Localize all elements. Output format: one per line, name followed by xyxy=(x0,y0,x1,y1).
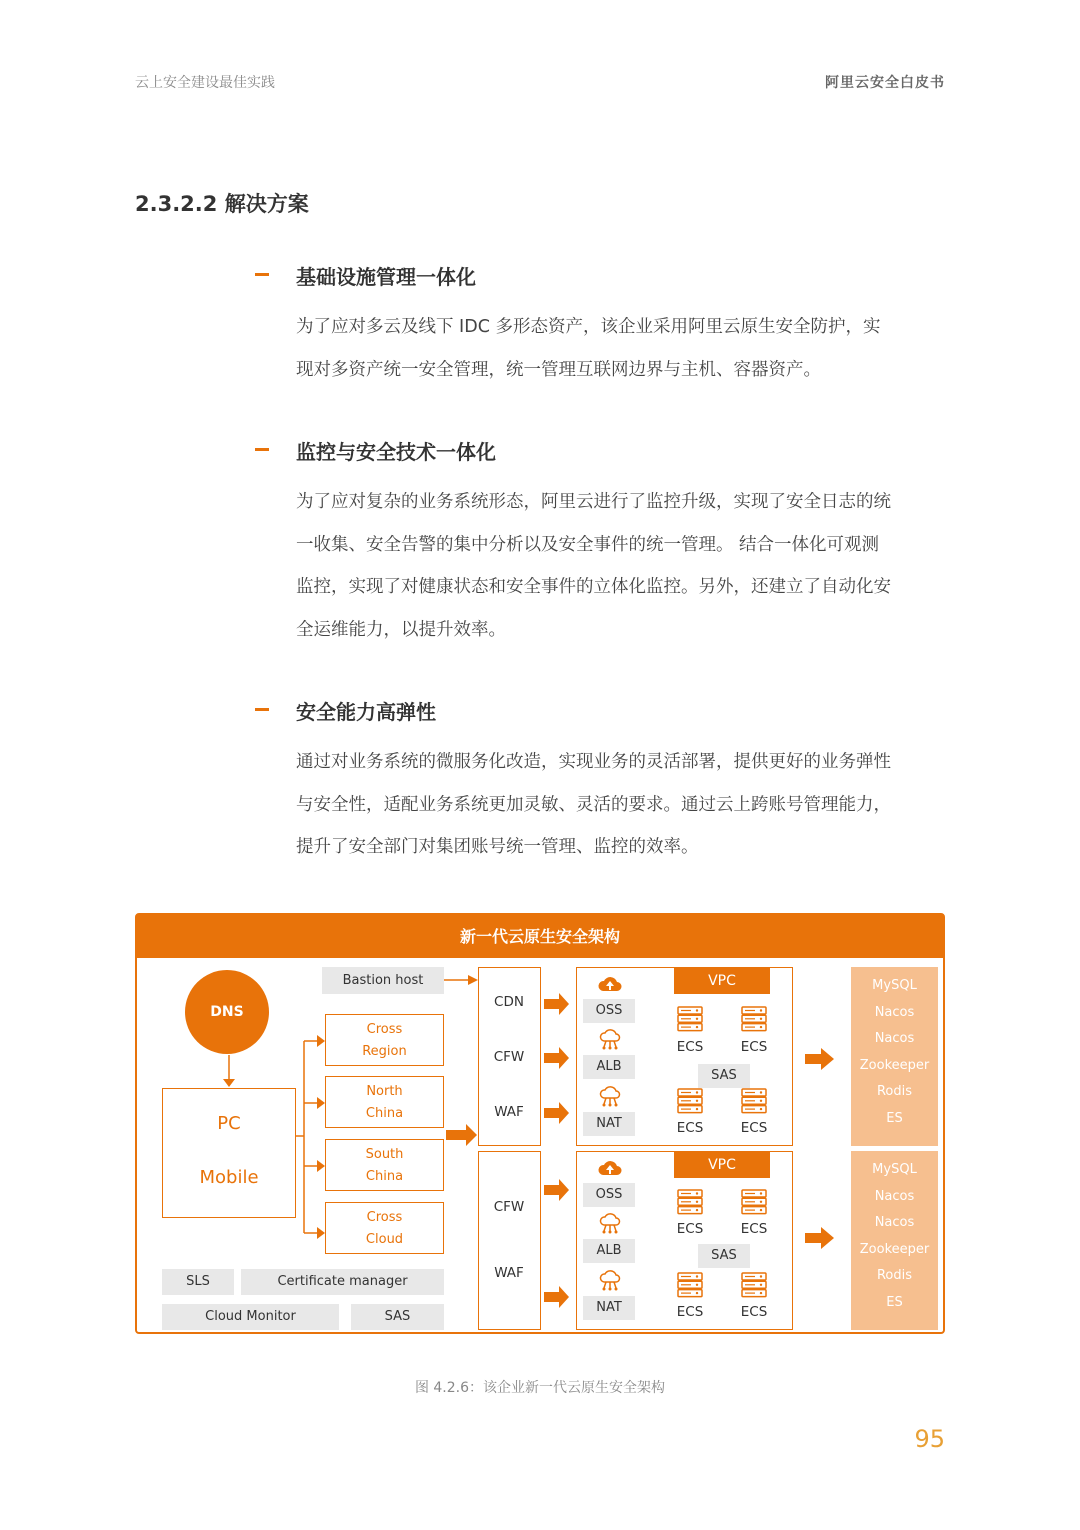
cloud-upload-icon xyxy=(597,973,623,995)
ecs-label: ECS xyxy=(740,1039,768,1055)
bullet-dash xyxy=(255,708,269,711)
server-icon xyxy=(677,1189,703,1215)
certificate-manager-box: Certificate manager xyxy=(241,1269,444,1295)
nat-box: NAT xyxy=(583,1112,635,1136)
cloud-monitor-box: Cloud Monitor xyxy=(162,1304,339,1330)
cfw-label: CFW xyxy=(493,1049,525,1065)
item-paragraph: 为了应对复杂的业务系统形态，阿里云进行了监控升级，实现了安全日志的统 一收集、安全告警的集中分析以及安全事件的统一管理。 结合一体化可观测 监控，实现了对健康状态和安全事件的立体化监控。另外，还建立了自动化安 全运维能力，以提升效率。 xyxy=(296,492,891,640)
database-list-bottom: MySQL Nacos Nacos Zookeeper Rodis ES xyxy=(851,1151,938,1330)
item-paragraph: 为了应对多云及线下 IDC 多形态资产，该企业采用阿里云原生安全防护，实 现对多资产统一安全管理，统一管理互联网边界与主机、容器资产。 xyxy=(296,317,881,380)
section-title: 2.3.2.2 解决方案 xyxy=(135,192,309,216)
bullet-dash xyxy=(255,273,269,276)
network-cloud-icon xyxy=(597,1269,623,1291)
ecs-label: ECS xyxy=(676,1120,704,1136)
vpc-tag: VPC xyxy=(674,968,770,994)
client-box xyxy=(162,1088,296,1218)
ecs-label: ECS xyxy=(676,1221,704,1237)
item-title: 基础设施管理一体化 xyxy=(296,265,476,289)
region-cross-cloud: Cross Cloud xyxy=(325,1202,444,1254)
architecture-diagram xyxy=(135,913,945,1334)
nat-box: NAT xyxy=(583,1296,635,1320)
network-cloud-icon xyxy=(597,1028,623,1050)
ecs-label: ECS xyxy=(740,1120,768,1136)
item-title: 监控与安全技术一体化 xyxy=(296,440,496,464)
server-icon xyxy=(677,1272,703,1298)
item-title: 安全能力高弹性 xyxy=(296,700,436,724)
alb-box: ALB xyxy=(583,1055,635,1079)
server-icon xyxy=(677,1006,703,1032)
bastion-host-box: Bastion host xyxy=(322,967,444,994)
region-cross-region: Cross Region xyxy=(325,1014,444,1066)
ecs-label: ECS xyxy=(676,1039,704,1055)
oss-box: OSS xyxy=(583,1183,635,1207)
alb-box: ALB xyxy=(583,1239,635,1263)
gateway-frame-top xyxy=(478,967,541,1146)
oss-box: OSS xyxy=(583,999,635,1023)
running-header-left: 云上安全建设最佳实践 xyxy=(135,75,275,91)
server-icon xyxy=(741,1189,767,1215)
ecs-label: ECS xyxy=(740,1304,768,1320)
network-cloud-icon xyxy=(597,1212,623,1234)
database-list-top: MySQL Nacos Nacos Zookeeper Rodis ES xyxy=(851,967,938,1146)
region-north-china: North China xyxy=(325,1076,444,1128)
item-paragraph: 通过对业务系统的微服务化改造，实现业务的灵活部署，提供更好的业务弹性 与安全性，适配业务系统更加灵敏、灵活的要求。通过云上跨账号管理能力， 提升了安全部门对集团账号统一管理、监控的效率。 xyxy=(296,752,891,857)
region-south-china: South China xyxy=(325,1139,444,1191)
server-icon xyxy=(741,1272,767,1298)
bullet-dash xyxy=(255,448,269,451)
dns-node: DNS xyxy=(185,970,269,1054)
client-mobile-label: Mobile xyxy=(199,1167,259,1188)
cfw-label: CFW xyxy=(493,1199,525,1215)
diagram-title: 新一代云原生安全架构 xyxy=(137,915,943,958)
ecs-label: ECS xyxy=(740,1221,768,1237)
gateway-frame-bottom xyxy=(478,1151,541,1330)
server-icon xyxy=(741,1006,767,1032)
ecs-label: ECS xyxy=(676,1304,704,1320)
sas-box: SAS xyxy=(351,1304,444,1330)
sls-box: SLS xyxy=(162,1269,234,1295)
page-number: 95 xyxy=(914,1425,945,1453)
waf-label: WAF xyxy=(494,1265,524,1281)
server-icon xyxy=(741,1088,767,1114)
cdn-label: CDN xyxy=(494,994,524,1010)
server-icon xyxy=(677,1088,703,1114)
network-cloud-icon xyxy=(597,1085,623,1107)
client-pc-label: PC xyxy=(217,1113,241,1134)
figure-caption: 图 4.2.6：该企业新一代云原生安全架构 xyxy=(414,1380,666,1396)
sas-box: SAS xyxy=(698,1064,750,1088)
running-header-right: 阿里云安全白皮书 xyxy=(825,75,945,91)
sas-box: SAS xyxy=(698,1244,750,1268)
waf-label: WAF xyxy=(494,1104,524,1120)
vpc-tag: VPC xyxy=(674,1152,770,1178)
cloud-upload-icon xyxy=(597,1157,623,1179)
